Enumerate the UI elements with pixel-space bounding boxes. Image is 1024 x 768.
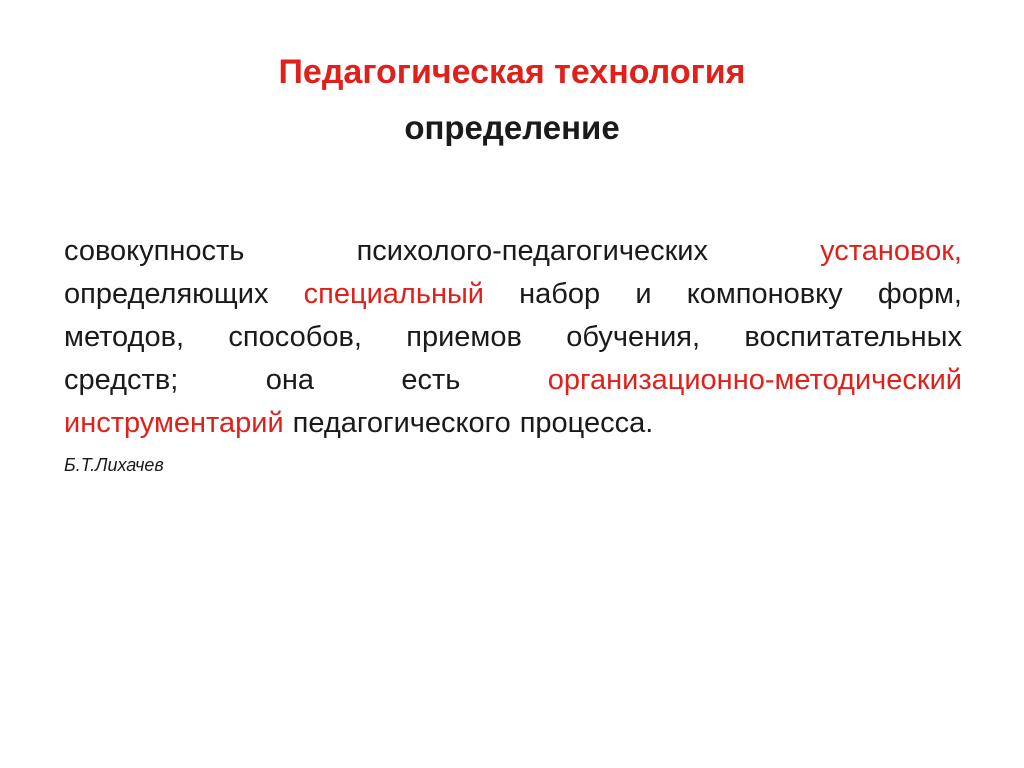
- definition-word: она: [265, 364, 314, 396]
- definition-word: воспитательных: [744, 321, 962, 353]
- highlighted-term: специальный: [303, 278, 484, 310]
- definition-word: компоновку: [686, 278, 843, 310]
- author-attribution: Б.Т.Лихачев: [64, 455, 164, 475]
- title-subtitle: определение: [404, 109, 620, 146]
- definition-word: процесса.: [519, 407, 654, 439]
- slide-title: [0, 48, 1024, 152]
- definition-word: средств;: [64, 364, 179, 396]
- title-main: Педагогическая технология: [278, 53, 746, 91]
- definition-word: совокупность: [64, 235, 245, 267]
- definition-word: и: [635, 278, 652, 310]
- definition-word: приемов: [406, 321, 522, 353]
- definition-word: обучения,: [566, 321, 701, 353]
- definition-text: [64, 230, 962, 445]
- definition-word: набор: [519, 278, 601, 310]
- highlighted-term: организационно-методический: [547, 364, 962, 396]
- definition-line: [64, 316, 962, 359]
- definition-word: форм,: [877, 278, 962, 310]
- definition-word: способов,: [228, 321, 362, 353]
- highlighted-term: инструментарий: [64, 407, 284, 439]
- highlighted-term: установок,: [820, 235, 962, 267]
- definition-line: [64, 359, 962, 402]
- definition-line: [64, 402, 962, 445]
- definition-line: [64, 230, 962, 273]
- definition-word: психолого-педагогических: [356, 235, 708, 267]
- definition-word: есть: [401, 364, 461, 396]
- definition-word: определяющих: [64, 278, 269, 310]
- definition-word: методов,: [64, 321, 185, 353]
- definition-word: педагогического: [292, 407, 511, 439]
- definition-line: [64, 273, 962, 316]
